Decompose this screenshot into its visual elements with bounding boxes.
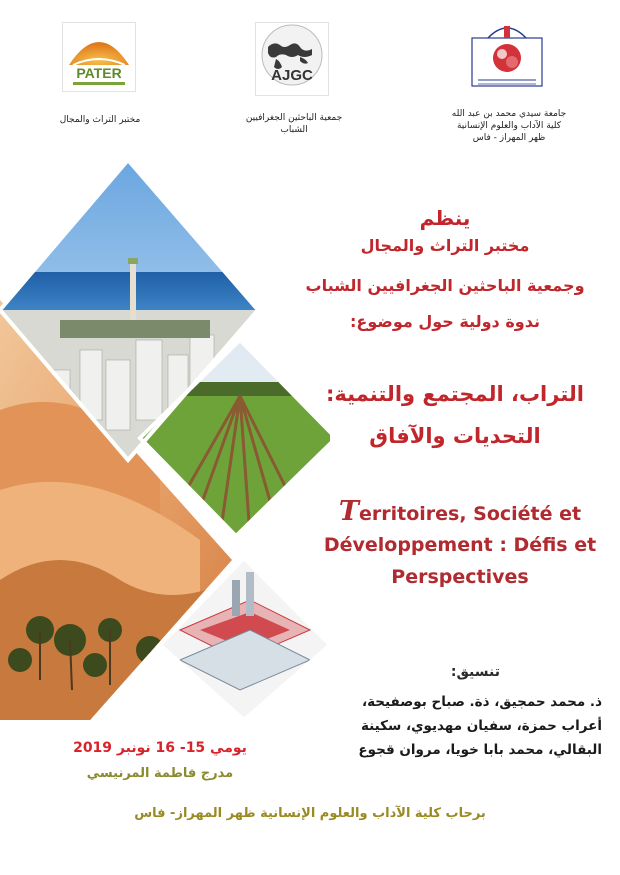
organizer-lab: مختبر التراث والمجال — [360, 236, 530, 255]
symposium-label: ندوة دولية حول موضوع: — [350, 312, 540, 331]
title-ar-line2: التحديات والآفاق — [369, 424, 541, 448]
title-fr-line1-rest: erritoires, Société et — [358, 503, 582, 525]
ajgc-caption-line2: الشباب — [280, 125, 308, 135]
pater-logo — [62, 22, 136, 92]
coordination-line2: أعراب حمزة، سفيان مهديوي، سكينة — [360, 718, 602, 734]
event-hall: مدرج فاطمة المرنيسي — [86, 766, 234, 781]
pater-logo-text: PATER — [76, 65, 122, 81]
usmba-caption-line3: ظهر المهراز - فاس — [472, 133, 546, 143]
pater-green-bar — [73, 82, 125, 85]
event-dates: يومي 15- 16 نونبر 2019 — [73, 740, 247, 756]
organizes-heading: ينظم — [419, 206, 471, 230]
title-fr-initial: T — [338, 496, 359, 527]
coordination-label: تنسيق: — [450, 664, 500, 680]
photo-collage — [0, 160, 330, 720]
usmba-caption-line2: كلية الآداب والعلوم الإنسانية — [456, 121, 562, 131]
title-fr-line1 — [310, 496, 610, 527]
pater-caption: مختبر التراث والمجال — [59, 115, 141, 125]
usmba-logo — [468, 20, 546, 96]
title-fr-line3: Perspectives — [391, 566, 529, 588]
ajgc-logo-text: AJGC — [271, 67, 313, 84]
organizer-association: وجمعية الباحثين الجغرافيين الشباب — [305, 276, 585, 295]
usmba-caption-line1: جامعة سيدي محمد بن عبد الله — [451, 109, 567, 119]
world-map-icon — [256, 23, 328, 95]
event-venue: برحاب كلية الآداب والعلوم الإنسانية ظهر المهراز- فاس — [134, 806, 486, 821]
ajgc-logo — [255, 22, 329, 96]
title-fr-line2: Développement : Défis et — [323, 534, 597, 556]
university-emblem-icon — [468, 20, 546, 96]
ajgc-caption-line1: جمعية الباحثين الجغرافيين — [245, 113, 343, 123]
coordination-line1: ذ. محمد حمجيق، ذة. صباح بوصفيحة، — [361, 694, 602, 710]
title-ar-line1: التراب، المجتمع والتنمية: — [326, 382, 584, 406]
coordination-line3: البقالي، محمد بابا خويا، مروان قجوع — [358, 742, 602, 758]
